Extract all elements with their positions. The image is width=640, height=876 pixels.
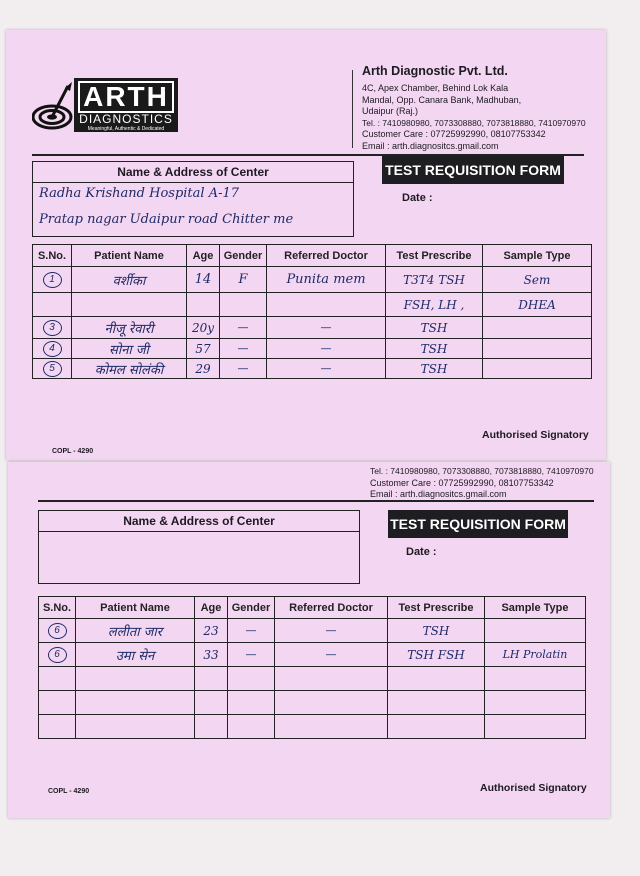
company-block-2 bbox=[370, 466, 606, 501]
company-email: Email : arth.diagnositcs.gmail.com bbox=[362, 140, 499, 151]
test-prescribe bbox=[388, 715, 485, 739]
center-title: Name & Address of Center bbox=[33, 162, 353, 183]
patient-age bbox=[195, 691, 228, 715]
col-sample: Sample Type bbox=[483, 245, 592, 267]
logo-sub: DIAGNOSTICS bbox=[79, 112, 173, 126]
row-number: 1 bbox=[43, 272, 62, 288]
referred-doctor: Punita mem bbox=[267, 267, 386, 293]
patient-age: 14 bbox=[187, 267, 220, 293]
sample-type bbox=[485, 619, 586, 643]
header-rule-2 bbox=[38, 500, 594, 502]
company-name: Arth Diagnostic Pvt. Ltd. bbox=[362, 64, 508, 78]
referred-doctor: — bbox=[267, 339, 386, 359]
company-email-2: Email : arth.diagnositcs.gmail.com bbox=[370, 489, 507, 499]
referred-doctor: — bbox=[267, 317, 386, 339]
test-prescribe: T3T4 TSH bbox=[386, 267, 483, 293]
row-number: 5 bbox=[43, 361, 62, 377]
target-logo-icon bbox=[32, 82, 74, 132]
col-patient: Patient Name bbox=[72, 245, 187, 267]
row-number: 6 bbox=[48, 623, 67, 639]
form-code: COPL - 4290 bbox=[52, 448, 94, 455]
col-sno: S.No. bbox=[33, 245, 72, 267]
patient-gender bbox=[228, 691, 275, 715]
patient-name: नीजू रेवारी bbox=[72, 317, 187, 339]
authorised-signatory: Authorised Signatory bbox=[482, 429, 589, 441]
sample-type: LH Prolatin bbox=[485, 643, 586, 667]
col-doctor: Referred Doctor bbox=[267, 245, 386, 267]
table-row bbox=[33, 267, 592, 293]
patient-age: 23 bbox=[195, 619, 228, 643]
table-row bbox=[39, 667, 586, 691]
referred-doctor bbox=[267, 293, 386, 317]
form-title: TEST REQUISITION FORM bbox=[382, 156, 564, 184]
test-prescribe: TSH FSH bbox=[388, 643, 485, 667]
requisition-form-bottom bbox=[8, 462, 610, 818]
company-block bbox=[362, 64, 602, 152]
patient-name bbox=[72, 293, 187, 317]
col-test: Test Prescribe bbox=[388, 597, 485, 619]
referred-doctor: — bbox=[275, 643, 388, 667]
date-label: Date : bbox=[402, 192, 433, 204]
table-row bbox=[39, 715, 586, 739]
logo-brand: ARTH bbox=[78, 81, 174, 113]
sample-type: Sem bbox=[483, 267, 592, 293]
patient-name bbox=[76, 715, 195, 739]
patient-gender: F bbox=[220, 267, 267, 293]
table-row bbox=[39, 691, 586, 715]
arth-logo bbox=[32, 78, 182, 134]
patient-name: ललीता जार bbox=[76, 619, 195, 643]
col-gender: Gender bbox=[228, 597, 275, 619]
row-number: 6 bbox=[48, 647, 67, 663]
address-line-3: Udaipur (Raj.) bbox=[362, 106, 419, 116]
patient-name bbox=[76, 667, 195, 691]
center-line-2: Pratap nagar Udaipur road Chitter me bbox=[39, 212, 294, 227]
date-label-2: Date : bbox=[406, 546, 437, 558]
patient-gender: — bbox=[220, 359, 267, 379]
patient-age bbox=[187, 293, 220, 317]
header-divider bbox=[352, 70, 353, 148]
table-row bbox=[33, 359, 592, 379]
patient-age: 33 bbox=[195, 643, 228, 667]
col-age: Age bbox=[195, 597, 228, 619]
center-box bbox=[32, 161, 354, 237]
center-box-2 bbox=[38, 510, 360, 584]
patient-gender bbox=[220, 293, 267, 317]
table-row bbox=[33, 293, 592, 317]
sample-type: DHEA bbox=[483, 293, 592, 317]
test-prescribe: TSH bbox=[386, 359, 483, 379]
patient-name: कोमल सोलंकी bbox=[72, 359, 187, 379]
table-row bbox=[39, 619, 586, 643]
table-row bbox=[39, 643, 586, 667]
referred-doctor: — bbox=[275, 619, 388, 643]
test-prescribe: TSH bbox=[386, 317, 483, 339]
patient-age bbox=[195, 715, 228, 739]
company-care: Customer Care : 07725992990, 08107753342 bbox=[362, 129, 546, 139]
patient-name: वर्शीका bbox=[72, 267, 187, 293]
test-prescribe: FSH, LH , bbox=[386, 293, 483, 317]
col-doctor: Referred Doctor bbox=[275, 597, 388, 619]
center-title-2: Name & Address of Center bbox=[39, 511, 359, 532]
test-prescribe bbox=[388, 691, 485, 715]
col-gender: Gender bbox=[220, 245, 267, 267]
patient-name: सोना जी bbox=[72, 339, 187, 359]
patient-age: 29 bbox=[187, 359, 220, 379]
logo-tagline: Meaningful, Authentic & Dedicated bbox=[87, 126, 165, 132]
row-number bbox=[33, 293, 72, 317]
row-number: 4 bbox=[43, 341, 62, 357]
center-line-1: Radha Krishand Hospital A-17 bbox=[39, 186, 240, 201]
patient-name: उमा सेन bbox=[76, 643, 195, 667]
col-patient: Patient Name bbox=[76, 597, 195, 619]
referred-doctor bbox=[275, 691, 388, 715]
col-test: Test Prescribe bbox=[386, 245, 483, 267]
patients-table bbox=[32, 244, 592, 379]
col-sample: Sample Type bbox=[485, 597, 586, 619]
sample-type bbox=[485, 691, 586, 715]
test-prescribe bbox=[388, 667, 485, 691]
row-number bbox=[39, 691, 76, 715]
sample-type bbox=[485, 715, 586, 739]
test-prescribe: TSH bbox=[386, 339, 483, 359]
referred-doctor bbox=[275, 715, 388, 739]
patient-age bbox=[195, 667, 228, 691]
patient-gender: — bbox=[220, 339, 267, 359]
sample-type bbox=[483, 359, 592, 379]
table-row bbox=[33, 317, 592, 339]
test-prescribe: TSH bbox=[388, 619, 485, 643]
patient-gender bbox=[228, 715, 275, 739]
row-number: 3 bbox=[43, 320, 62, 336]
sample-type bbox=[483, 339, 592, 359]
form-code-2: COPL - 4290 bbox=[48, 788, 90, 795]
company-tel-2: Tel. : 7410980980, 7073308880, 7073818880, 7410970970 bbox=[370, 466, 594, 476]
patient-age: 20y bbox=[187, 317, 220, 339]
referred-doctor bbox=[275, 667, 388, 691]
patient-age: 57 bbox=[187, 339, 220, 359]
table-row bbox=[33, 339, 592, 359]
address-line-1: 4C, Apex Chamber, Behind Lok Kala bbox=[362, 83, 509, 93]
col-age: Age bbox=[187, 245, 220, 267]
patients-table-2 bbox=[38, 596, 586, 739]
address-line-2: Mandal, Opp. Canara Bank, Madhuban, bbox=[362, 94, 522, 105]
company-care-2: Customer Care : 07725992990, 08107753342 bbox=[370, 477, 554, 488]
patient-gender: — bbox=[228, 643, 275, 667]
authorised-signatory-2: Authorised Signatory bbox=[480, 782, 587, 794]
patient-gender: — bbox=[220, 317, 267, 339]
requisition-form-top bbox=[6, 30, 606, 460]
row-number bbox=[39, 715, 76, 739]
referred-doctor: — bbox=[267, 359, 386, 379]
patient-name bbox=[76, 691, 195, 715]
sample-type bbox=[485, 667, 586, 691]
row-number bbox=[39, 667, 76, 691]
col-sno: S.No. bbox=[39, 597, 76, 619]
form-title-2: TEST REQUISITION FORM bbox=[388, 510, 568, 538]
patient-gender: — bbox=[228, 619, 275, 643]
sample-type bbox=[483, 317, 592, 339]
patient-gender bbox=[228, 667, 275, 691]
company-tel: Tel. : 7410980980, 7073308880, 7073818880, 7410970970 bbox=[362, 117, 586, 128]
